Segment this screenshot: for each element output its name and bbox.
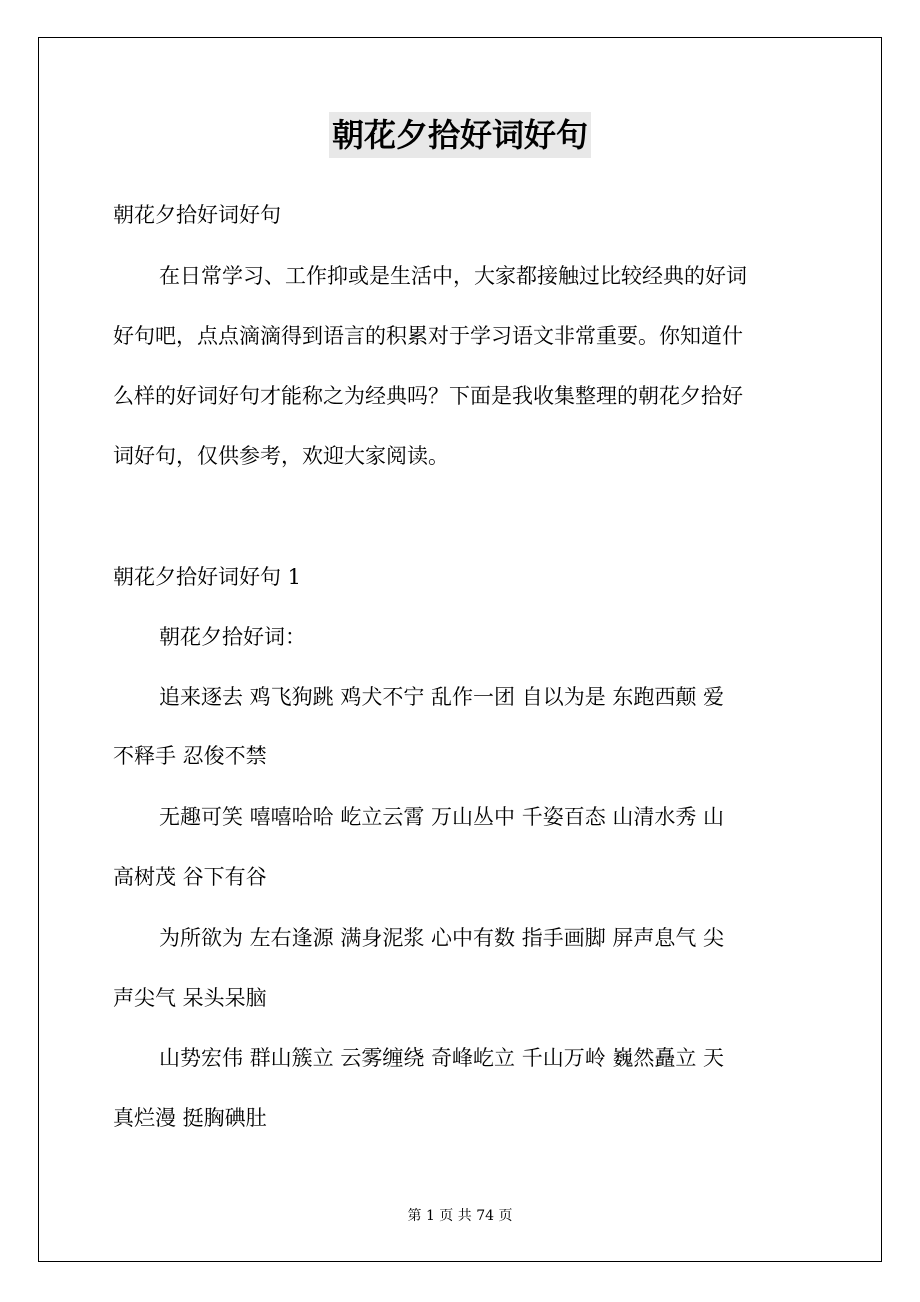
intro-line-4: 词好句，仅供参考，欢迎大家阅读。 [113, 444, 449, 468]
word-group-3-line-2: 声尖气 呆头呆脑 [113, 986, 267, 1010]
intro-line-3: 么样的好词好句才能称之为经典吗？下面是我收集整理的朝花夕拾好 [113, 384, 743, 408]
title-container [0, 112, 920, 158]
word-group-3-line-1: 为所欲为 左右逢源 满身泥浆 心中有数 指手画脚 屏声息气 尖 [159, 926, 725, 950]
subsection-title: 朝花夕拾好词： [159, 625, 306, 649]
word-group-2-line-2: 高树茂 谷下有谷 [113, 865, 267, 889]
section-title: 朝花夕拾好词好句 1 [113, 565, 302, 589]
word-group-2-line-1: 无趣可笑 嘻嘻哈哈 屹立云霄 万山丛中 千姿百态 山清水秀 山 [159, 805, 725, 829]
word-group-4-line-1: 山势宏伟 群山簇立 云雾缠绕 奇峰屹立 千山万岭 巍然矗立 天 [159, 1046, 725, 1070]
word-group-4-line-2: 真烂漫 挺胸碘肚 [113, 1106, 267, 1130]
page-footer: 第 1 页 共 74 页 [407, 1208, 513, 1224]
intro-line-2: 好句吧，点点滴滴得到语言的积累对于学习语文非常重要。你知道什 [113, 324, 743, 348]
word-group-1-line-2: 不释手 忍俊不禁 [113, 744, 267, 768]
heading: 朝花夕拾好词好句 [113, 203, 281, 227]
document-title: 朝花夕拾好词好句 [329, 112, 591, 158]
word-group-1-line-1: 追来逐去 鸡飞狗跳 鸡犬不宁 乱作一团 自以为是 东跑西颠 爱 [159, 685, 725, 709]
intro-line-1: 在日常学习、工作抑或是生活中，大家都接触过比较经典的好词 [159, 264, 747, 288]
